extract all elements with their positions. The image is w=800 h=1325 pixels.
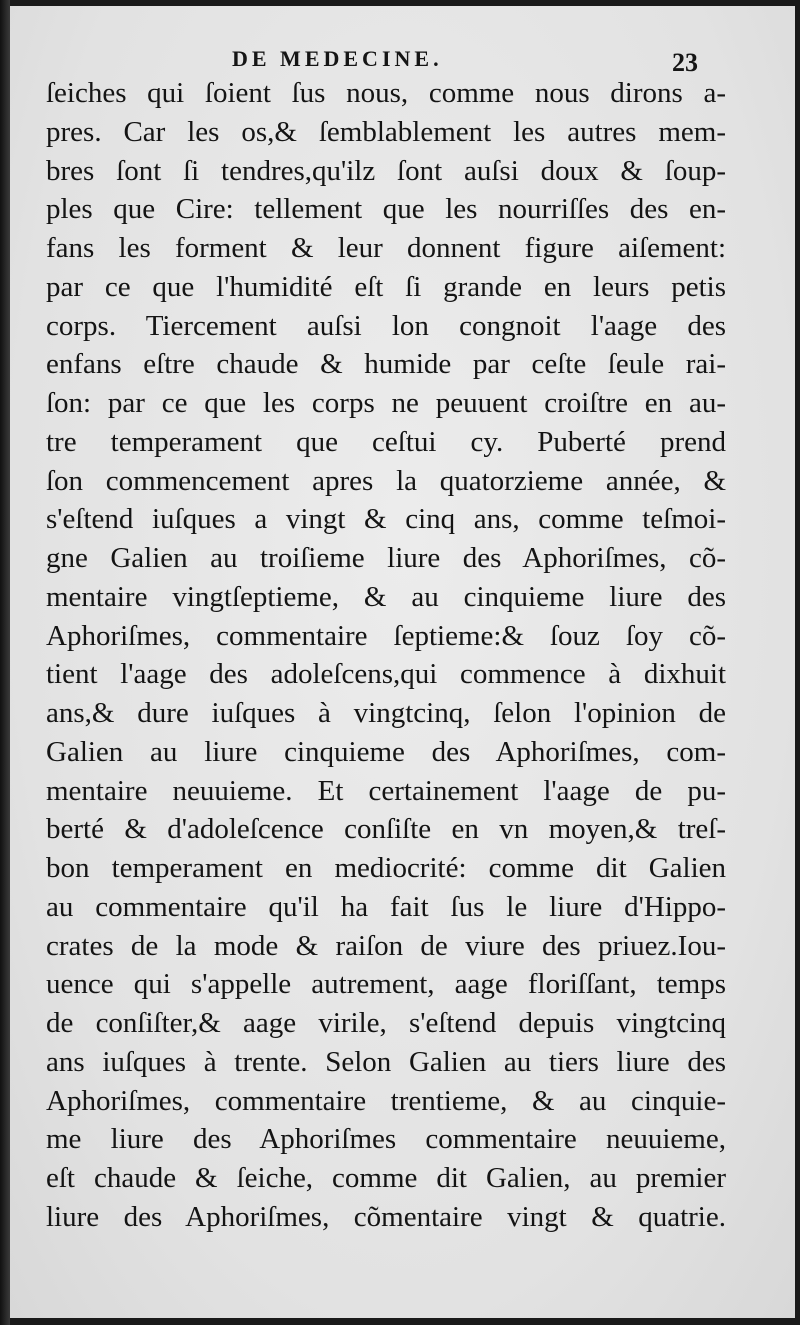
text-line: me liure des Aphoriſmes commentaire neuuieme, bbox=[46, 1123, 726, 1156]
text-line: Aphoriſmes, commentaire trentieme, & au cinquie- bbox=[46, 1084, 726, 1117]
text-line: fans les forment & leur donnent figure aiſement: bbox=[46, 232, 726, 264]
text-line: tient l'aage des adoleſcens,qui commence à dixhuit bbox=[46, 658, 726, 691]
text-line: gne Galien au troiſieme liure des Aphoriſmes, cõ- bbox=[46, 542, 726, 574]
text-line: corps. Tiercement auſsi lon congnoit l'aage des bbox=[46, 309, 726, 342]
text-line: ans,& dure iuſques à vingtcinq, ſelon l'opinion de bbox=[46, 697, 726, 729]
text-line: Galien au liure cinquieme des Aphoriſmes, com- bbox=[46, 735, 726, 768]
text-line: pres. Car les os,& ſemblablement les autres mem- bbox=[46, 115, 726, 148]
text-line: ans iuſques à trente. Selon Galien au tiers liure des bbox=[46, 1045, 726, 1078]
page-number: 23 bbox=[672, 48, 698, 77]
text-line: mentaire vingtſeptieme, & au cinquieme liure des bbox=[46, 580, 726, 613]
text-line: ſeiches qui ſoient ſus nous, comme nous dirons a- bbox=[46, 77, 726, 109]
text-line: berté & d'adoleſcence conſiſte en vn moyen,& treſ- bbox=[46, 813, 726, 846]
text-line: bon temperament en mediocrité: comme dit Galien bbox=[46, 852, 726, 884]
text-line: de conſiſter,& aage virile, s'eſtend depuis vingtcinq bbox=[46, 1007, 726, 1039]
text-line: crates de la mode & raiſon de viure des priuez.Iou- bbox=[46, 929, 726, 962]
text-line: tre temperament que ceſtui cy. Puberté prend bbox=[46, 425, 726, 458]
text-line: bres ſont ſi tendres,qu'ilz ſont auſsi doux & ſoup- bbox=[46, 154, 726, 187]
body-text bbox=[46, 74, 726, 1237]
text-line: s'eſtend iuſques a vingt & cinq ans, comme teſmoi- bbox=[46, 503, 726, 536]
text-line: mentaire neuuieme. Et certainement l'aage de pu- bbox=[46, 774, 726, 807]
text-line: liure des Aphoriſmes, cõmentaire vingt & quatrie. bbox=[46, 1200, 726, 1233]
text-line: enfans eſtre chaude & humide par ceſte ſeule rai- bbox=[46, 348, 726, 381]
text-line: uence qui s'appelle autrement, aage floriſſant, temps bbox=[46, 968, 726, 1001]
text-line: au commentaire qu'il ha fait ſus le liure d'Hippo- bbox=[46, 890, 726, 923]
text-line: par ce que l'humidité eſt ſi grande en leurs petis bbox=[46, 270, 726, 303]
text-line: Aphoriſmes, commentaire ſeptieme:& ſouz ſoy cõ- bbox=[46, 619, 726, 652]
book-gutter bbox=[0, 0, 10, 1325]
text-line: ſon commencement apres la quatorzieme année, & bbox=[46, 464, 726, 497]
text-line: ples que Cire: tellement que les nourriſſes des en- bbox=[46, 193, 726, 226]
running-title: DE MEDECINE. bbox=[232, 46, 443, 71]
text-line: ſon: par ce que les corps ne peuuent croiſtre en au- bbox=[46, 387, 726, 419]
text-line: eſt chaude & ſeiche, comme dit Galien, au premier bbox=[46, 1162, 726, 1194]
